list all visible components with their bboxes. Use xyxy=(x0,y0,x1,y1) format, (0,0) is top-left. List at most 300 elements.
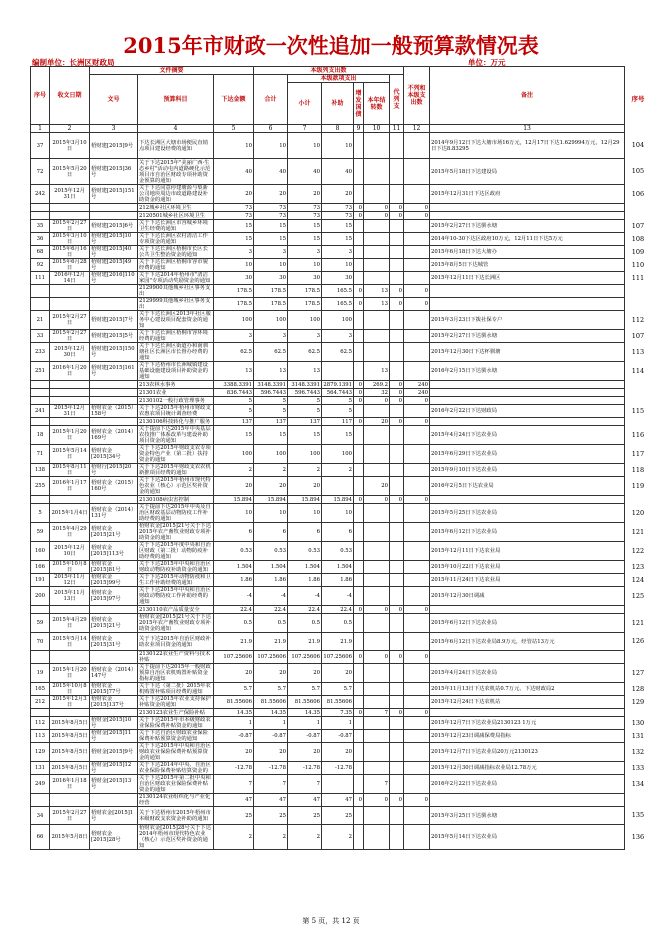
cell-date: 2015年2月27日 xyxy=(50,330,90,343)
cell-subject: 关于下达长洲区梧桐市长区长公共卫生整治资金的通知 xyxy=(138,246,214,259)
cell-increase xyxy=(354,574,364,587)
cell-date: 2015年10月8日 xyxy=(50,683,90,696)
cell-remark: 2015年6月29日下达农业局 xyxy=(430,445,625,464)
cell-not-listed xyxy=(404,504,430,523)
cell-remark: 2015年12月24日下达农机站 xyxy=(430,696,625,709)
cell-increase xyxy=(354,743,364,762)
cell-subject: 21301农业 xyxy=(138,389,214,397)
row-page-number: 121 xyxy=(631,527,645,536)
cell-docno: 梧财建[2015]5号 xyxy=(90,330,138,343)
cell-not-listed xyxy=(404,445,430,464)
column-number: 13 xyxy=(430,125,625,133)
cell-subject: 关于下达2015年农业支持保护补贴资金的通知 xyxy=(138,696,214,709)
cell-not-listed xyxy=(404,523,430,542)
cell-subsidy: 20 xyxy=(322,664,354,683)
cell-date xyxy=(50,285,90,298)
cell-date: 2015年10月8日 xyxy=(50,561,90,574)
cell-subtotal: 178.5 xyxy=(288,285,322,298)
cell-remark: 2015年4月24日下达农业局 xyxy=(430,426,625,445)
cell-subsidy: 0.5 xyxy=(322,614,354,633)
cell-subtotal: 137 xyxy=(288,418,322,426)
cell-docno: 梧财农金[2015]31号 xyxy=(90,633,138,651)
cell-col-pay: 0 xyxy=(390,606,404,614)
cell-remark: 2015年10月22日下达农业局 xyxy=(430,561,625,574)
cell-subtotal: 100 xyxy=(288,311,322,330)
cell-subject: 关于下达自治区财政农业保险保费补贴预算资金的通知 xyxy=(138,730,214,743)
cell-col-pay xyxy=(390,775,404,794)
table-row xyxy=(31,330,625,343)
cell-total: 14.35 xyxy=(254,709,288,717)
cell-not-listed xyxy=(404,343,430,362)
cell-increase xyxy=(354,664,364,683)
cell-docno xyxy=(90,204,138,212)
cell-col-pay xyxy=(390,330,404,343)
cell-carryover xyxy=(364,825,390,850)
cell-docno: 梧财农金[2015]21号 xyxy=(90,614,138,633)
cell-subsidy: 15 xyxy=(322,426,354,445)
cell-subtotal: 1 xyxy=(288,717,322,730)
cell-subsidy: 21.9 xyxy=(322,633,354,651)
cell-carryover xyxy=(364,311,390,330)
column-number: 5 xyxy=(214,125,254,133)
cell-total: 100 xyxy=(254,311,288,330)
cell-not-listed xyxy=(404,259,430,272)
cell-docno: 梧财建[2016]110号 xyxy=(90,272,138,285)
cell-not-listed xyxy=(404,717,430,730)
cell-increase xyxy=(354,220,364,233)
cell-seq: 19 xyxy=(31,664,50,683)
cell-not-listed xyxy=(404,330,430,343)
cell-seq: 255 xyxy=(31,477,50,496)
cell-docno xyxy=(90,496,138,504)
cell-subtotal: 100 xyxy=(288,445,322,464)
cell-carryover: 32 xyxy=(364,389,390,397)
cell-subject: 关于下达2015年第二批中央和自治区财政农业保险保费补贴资金的通知 xyxy=(138,775,214,794)
cell-subtotal: 3148.3391 xyxy=(288,381,322,389)
cell-issued: 5 xyxy=(214,405,254,418)
cell-col-pay xyxy=(390,464,404,477)
cell-remark: 2015年5月14日下达农业局 xyxy=(430,825,625,850)
cell-not-listed xyxy=(404,775,430,794)
cell-seq: 241 xyxy=(31,405,50,418)
cell-col-pay xyxy=(390,743,404,762)
cell-remark xyxy=(430,496,625,504)
cell-increase xyxy=(354,311,364,330)
cell-seq xyxy=(31,298,50,311)
row-page-number: 128 xyxy=(631,684,645,693)
cell-total: 3 xyxy=(254,246,288,259)
cell-not-listed xyxy=(404,311,430,330)
cell-remark: 2015年6月12日下达农业局8.9万元，经管站13万元 xyxy=(430,633,625,651)
header-increase: 增发国债 xyxy=(354,83,364,125)
cell-issued: 10 xyxy=(214,259,254,272)
cell-seq: 5 xyxy=(31,504,50,523)
cell-carryover xyxy=(364,614,390,633)
cell-subtotal: 596.7443 xyxy=(288,389,322,397)
cell-docno: 梧财农金[2015]28号 xyxy=(90,825,138,850)
cell-subject: 梧财农金[2015]21号关于下达2015年农产畜牧业财政专项补助资金的通知 xyxy=(138,614,214,633)
cell-docno: 梧财建[2015]40号 xyxy=(90,246,138,259)
cell-carryover xyxy=(364,587,390,606)
cell-col-pay: 0 xyxy=(390,389,404,397)
table-row xyxy=(31,445,625,464)
cell-carryover xyxy=(364,717,390,730)
cell-subject: 关于下达2015年中央和自治区财政动物防疫工作补助经费的通知 xyxy=(138,587,214,606)
cell-date: 2015年5月20日 xyxy=(50,159,90,185)
cell-increase: 0 xyxy=(354,709,364,717)
cell-total: 47 xyxy=(254,794,288,807)
cell-docno: 梧财农金（2015）158号 xyxy=(90,405,138,418)
cell-seq: 35 xyxy=(31,220,50,233)
table-row xyxy=(31,496,625,504)
cell-subject: 关于下达2014年梧州市"清洁家园"专项活动奖励资金的通知 xyxy=(138,272,214,285)
cell-carryover: 13 xyxy=(364,285,390,298)
cell-total: 596.7443 xyxy=(254,389,288,397)
cell-col-pay xyxy=(390,542,404,561)
cell-issued: 15 xyxy=(214,220,254,233)
column-number: 9 xyxy=(354,125,364,133)
cell-not-listed xyxy=(404,614,430,633)
cell-subtotal: 2 xyxy=(288,464,322,477)
cell-subsidy: 1.86 xyxy=(322,574,354,587)
cell-total: 10 xyxy=(254,259,288,272)
cell-total: 15.894 xyxy=(254,496,288,504)
cell-carryover xyxy=(364,807,390,825)
cell-total: 15 xyxy=(254,220,288,233)
cell-seq xyxy=(31,709,50,717)
cell-issued: 62.5 xyxy=(214,343,254,362)
cell-subsidy: 22.4 xyxy=(322,606,354,614)
row-page-number: 118 xyxy=(631,465,645,474)
cell-not-listed xyxy=(404,405,430,418)
cell-docno: 梧财建[2015]151号 xyxy=(90,185,138,204)
cell-carryover: 0 xyxy=(364,496,390,504)
cell-subtotal: 25 xyxy=(288,807,322,825)
cell-subsidy: 25 xyxy=(322,807,354,825)
cell-seq: 249 xyxy=(31,775,50,794)
cell-remark: 2015年12月31日下达区政府 xyxy=(430,185,625,204)
cell-remark xyxy=(430,389,625,397)
cell-subject: 2130122农业生产资料与技术补贴 xyxy=(138,651,214,664)
cell-subject: 2130124农业组织化与产业化经营 xyxy=(138,794,214,807)
cell-docno xyxy=(90,418,138,426)
cell-col-pay xyxy=(390,633,404,651)
cell-carryover: 0 xyxy=(364,651,390,664)
cell-seq: 71 xyxy=(31,445,50,464)
cell-total: 1.86 xyxy=(254,574,288,587)
cell-date: 2015年12月3日 xyxy=(50,696,90,709)
cell-subtotal: 178.5 xyxy=(288,298,322,311)
cell-issued: 100 xyxy=(214,311,254,330)
cell-remark: 2015年6月12日下达农业局 xyxy=(430,614,625,633)
cell-carryover: 0 xyxy=(364,397,390,405)
cell-carryover xyxy=(364,504,390,523)
cell-carryover: 13 xyxy=(364,362,390,381)
cell-increase: 0 xyxy=(354,651,364,664)
cell-total: 73 xyxy=(254,204,288,212)
header-col-pay: 代列支 xyxy=(390,75,404,125)
cell-col-pay: 0 xyxy=(390,212,404,220)
cell-issued: 30 xyxy=(214,272,254,285)
cell-col-pay xyxy=(390,233,404,246)
cell-total: 2 xyxy=(254,825,288,850)
cell-docno: 梧财建[2015]161号 xyxy=(90,362,138,381)
cell-date: 2015年8月5日 xyxy=(50,717,90,730)
row-page-number: 113 xyxy=(631,347,645,356)
cell-issued: 20 xyxy=(214,664,254,683)
cell-total: 40 xyxy=(254,159,288,185)
cell-subtotal: 14.35 xyxy=(288,709,322,717)
cell-seq xyxy=(31,381,50,389)
cell-docno: 梧财农金[2015]34号 xyxy=(90,445,138,464)
table-row xyxy=(31,574,625,587)
row-page-number: 105 xyxy=(631,167,645,175)
page-footer: 第 5 页，共 12 页 xyxy=(302,917,360,925)
cell-subject: 关于下达2015年财政支农农机新推项目经费的通知 xyxy=(138,464,214,477)
cell-subsidy: 15 xyxy=(322,220,354,233)
cell-subsidy: 40 xyxy=(322,159,354,185)
cell-docno xyxy=(90,397,138,405)
cell-remark: 2015年5月25日下达农业局 xyxy=(430,504,625,523)
cell-issued: 81.55606 xyxy=(214,696,254,709)
header-level-group: 本级款项支出 xyxy=(288,75,390,83)
cell-date: 2015年2月27日 xyxy=(50,311,90,330)
cell-issued: 0.53 xyxy=(214,542,254,561)
row-page-number: 108 xyxy=(631,234,645,243)
cell-subject: 关于下达2015年梧州市现代特色农业（核心）示范区奖补资金的通知 xyxy=(138,477,214,496)
cell-increase xyxy=(354,133,364,159)
cell-col-pay xyxy=(390,587,404,606)
row-page-number: 115 xyxy=(631,406,645,415)
cell-carryover xyxy=(364,426,390,445)
table-row xyxy=(31,587,625,606)
budget-table xyxy=(30,66,625,850)
cell-not-listed: 240 xyxy=(404,389,430,397)
row-page-number: 111 xyxy=(631,273,645,282)
cell-docno: 梧财农金[2015]77号 xyxy=(90,683,138,696)
cell-subtotal: 30 xyxy=(288,272,322,285)
cell-remark: 2015年8月5日下达城管 xyxy=(430,259,625,272)
cell-subject: 2120501城乡社区环境卫生 xyxy=(138,212,214,220)
currency-unit: 单位：万元 xyxy=(468,58,506,67)
cell-issued: 20 xyxy=(214,185,254,204)
cell-carryover xyxy=(364,696,390,709)
table-row xyxy=(31,651,625,664)
cell-remark xyxy=(430,298,625,311)
cell-col-pay xyxy=(390,696,404,709)
cell-subtotal: 3 xyxy=(288,246,322,259)
table-row xyxy=(31,775,625,794)
cell-docno: 梧财建[2015]49号 xyxy=(90,259,138,272)
cell-subtotal: 20 xyxy=(288,477,322,496)
cell-not-listed: 0 xyxy=(404,651,430,664)
cell-increase xyxy=(354,825,364,850)
cell-col-pay xyxy=(390,246,404,259)
cell-increase xyxy=(354,259,364,272)
row-page-number: 132 xyxy=(631,747,645,756)
cell-docno: 梧财建[2015]7号 xyxy=(90,311,138,330)
cell-increase: 0 xyxy=(354,212,364,220)
cell-col-pay xyxy=(390,445,404,464)
cell-increase xyxy=(354,683,364,696)
cell-subject: 关于下达长洲区梧桐市容市貌经费的通知 xyxy=(138,259,214,272)
cell-remark: 2016年2月15日下达驯水塘 xyxy=(430,362,625,381)
cell-increase xyxy=(354,730,364,743)
table-row xyxy=(31,233,625,246)
cell-subject: 关于提前下达2015年中央及自治区财政基层动物防疫工作补助经费的通知 xyxy=(138,504,214,523)
cell-not-listed xyxy=(404,133,430,159)
cell-carryover: 13 xyxy=(364,298,390,311)
cell-total: 20 xyxy=(254,185,288,204)
cell-not-listed xyxy=(404,362,430,381)
column-number: 11 xyxy=(390,125,404,133)
cell-docno: 梧财农金（2014）169号 xyxy=(90,426,138,445)
cell-subtotal: 47 xyxy=(288,794,322,807)
cell-docno xyxy=(90,709,138,717)
row-page-number: 121 xyxy=(631,618,645,627)
table-row xyxy=(31,464,625,477)
cell-total: 10 xyxy=(254,504,288,523)
cell-remark: 2015年3月23日下拨社保专户 xyxy=(430,311,625,330)
cell-docno: 梧财农金[2015]99号 xyxy=(90,574,138,587)
cell-subsidy: 62.5 xyxy=(322,343,354,362)
cell-increase xyxy=(354,362,364,381)
cell-subtotal: 10 xyxy=(288,259,322,272)
cell-remark xyxy=(430,212,625,220)
cell-remark: 2015年2月27日下达驯水塘 xyxy=(430,220,625,233)
cell-not-listed xyxy=(404,633,430,651)
column-number: 6 xyxy=(254,125,288,133)
cell-subtotal: 20 xyxy=(288,185,322,204)
cell-issued: -4 xyxy=(214,587,254,606)
cell-subsidy: 7.35 xyxy=(322,709,354,717)
cell-issued: 178.5 xyxy=(214,298,254,311)
cell-subsidy: 0.53 xyxy=(322,542,354,561)
row-page-number: 134 xyxy=(631,779,645,788)
cell-date xyxy=(50,496,90,504)
cell-docno: 梧财农金（2015）160号 xyxy=(90,477,138,496)
cell-date: 2015年5月14日 xyxy=(50,633,90,651)
cell-remark: 2015年12月7日下达农业局2130123 1万元 xyxy=(430,717,625,730)
cell-date xyxy=(50,418,90,426)
cell-subsidy: -12.78 xyxy=(322,762,354,775)
cell-issued: 1 xyxy=(214,717,254,730)
cell-subsidy: 10 xyxy=(322,504,354,523)
cell-carryover xyxy=(364,664,390,683)
cell-remark xyxy=(430,285,625,298)
cell-subsidy: 3 xyxy=(322,330,354,343)
cell-col-pay: 0 xyxy=(390,418,404,426)
cell-increase xyxy=(354,233,364,246)
cell-carryover xyxy=(364,633,390,651)
cell-total: 13 xyxy=(254,362,288,381)
cell-subsidy: 100 xyxy=(322,311,354,330)
cell-seq xyxy=(31,606,50,614)
cell-increase xyxy=(354,696,364,709)
table-row xyxy=(31,743,625,762)
cell-increase xyxy=(354,405,364,418)
cell-not-listed xyxy=(404,464,430,477)
cell-not-listed: 0 xyxy=(404,606,430,614)
cell-total: 15 xyxy=(254,426,288,445)
column-number: 3 xyxy=(90,125,138,133)
cell-subsidy xyxy=(322,775,354,794)
cell-issued: 137 xyxy=(214,418,254,426)
cell-date: 2015年6月28日 xyxy=(50,259,90,272)
cell-date: 2015年5月8日 xyxy=(50,825,90,850)
cell-total: 0.5 xyxy=(254,614,288,633)
header-doc-summary: 文件摘要 xyxy=(90,67,254,75)
cell-carryover xyxy=(364,464,390,477)
row-page-number: 112 xyxy=(631,315,645,324)
cell-subject: 关于下达长洲区街道办和南驯塘社区长洲区市长督办经费的通知 xyxy=(138,343,214,362)
cell-col-pay xyxy=(390,159,404,185)
cell-date: 2015年12月30日 xyxy=(50,343,90,362)
cell-increase: 0 xyxy=(354,298,364,311)
cell-docno: 梧财农金（2014）131号 xyxy=(90,504,138,523)
cell-docno: 梧财农金[2015]97号 xyxy=(90,587,138,606)
cell-seq: 138 xyxy=(31,464,50,477)
cell-seq xyxy=(31,389,50,397)
cell-col-pay xyxy=(390,362,404,381)
table-row xyxy=(31,212,625,220)
cell-date: 2015年8月5日 xyxy=(50,730,90,743)
cell-subject: 2129999其他城乡社区事务支出 xyxy=(138,298,214,311)
row-page-number: 127 xyxy=(631,668,645,677)
cell-remark: 2015年5月18日下达建设局 xyxy=(430,159,625,185)
cell-seq xyxy=(31,496,50,504)
cell-subtotal: 15.894 xyxy=(288,496,322,504)
cell-date: 2015年12月31日 xyxy=(50,185,90,204)
cell-total: 5 xyxy=(254,405,288,418)
cell-date: 2016年1月17日 xyxy=(50,477,90,496)
cell-increase: 0 xyxy=(354,285,364,298)
cell-remark: 2015年12月30日调减指标农业局12.78万元 xyxy=(430,762,625,775)
cell-seq: 113 xyxy=(31,730,50,743)
cell-subsidy: 5 xyxy=(322,405,354,418)
cell-subtotal: -4 xyxy=(288,587,322,606)
cell-increase xyxy=(354,159,364,185)
cell-increase xyxy=(354,523,364,542)
cell-docno: 梧财金[2015]9号 xyxy=(90,743,138,762)
cell-docno: 梧财农金[2015]113号 xyxy=(90,542,138,561)
cell-remark: 2016年2月22日下达农业局 xyxy=(430,775,625,794)
cell-subject: 关于下达长洲区市容城乡环境卫生经费的通知 xyxy=(138,220,214,233)
cell-total: 20 xyxy=(254,743,288,762)
cell-issued: 3 xyxy=(214,330,254,343)
table-row xyxy=(31,807,625,825)
table-row xyxy=(31,405,625,418)
cell-issued: 14.35 xyxy=(214,709,254,717)
cell-carryover xyxy=(364,246,390,259)
cell-issued: 20 xyxy=(214,477,254,496)
cell-increase: 0 xyxy=(354,418,364,426)
cell-total: 178.5 xyxy=(254,285,288,298)
cell-docno: 梧财金[2015]10号 xyxy=(90,717,138,730)
header-carryover: 本年结转数 xyxy=(364,83,390,125)
cell-issued: 2 xyxy=(214,464,254,477)
cell-col-pay xyxy=(390,730,404,743)
cell-seq: 212 xyxy=(31,696,50,709)
cell-remark: 2015年12月11日下达长洲区 xyxy=(430,272,625,285)
cell-subject: 关于下达2015年度中央和自治区财政（第二批）动物防疫补助经费的通知 xyxy=(138,542,214,561)
cell-seq: 242 xyxy=(31,185,50,204)
cell-subtotal: 3 xyxy=(288,330,322,343)
cell-remark: 2016年2月22日下达财政局 xyxy=(430,405,625,418)
cell-subtotal: 5 xyxy=(288,397,322,405)
column-number-row xyxy=(31,125,625,133)
page-title: 2015年市财政一次性追加一般预算款情况表 xyxy=(123,33,539,58)
